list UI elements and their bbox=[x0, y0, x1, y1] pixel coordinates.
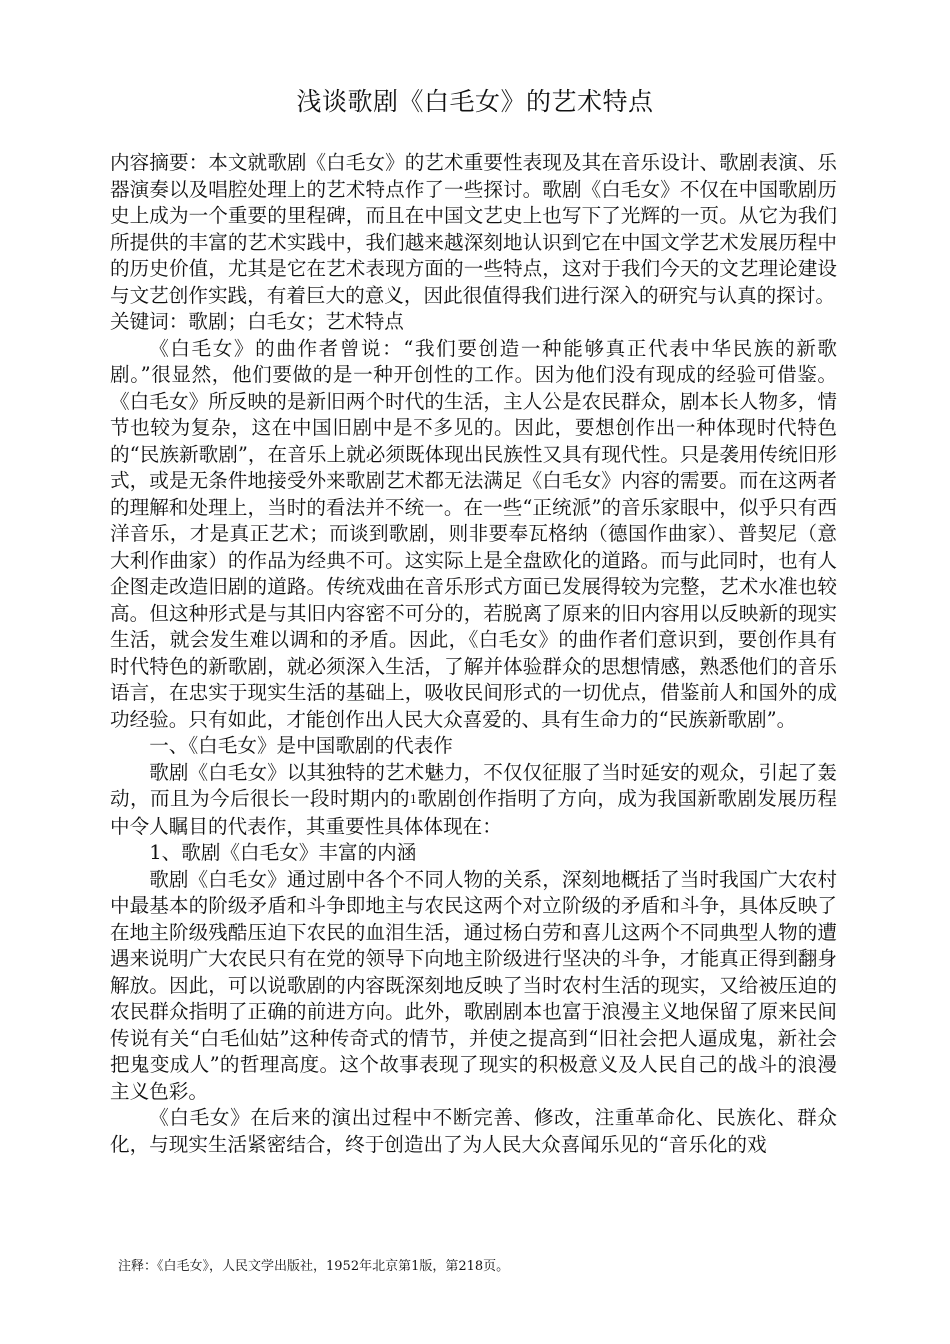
body-paragraph-3: 歌剧《白毛女》通过剧中各个不同人物的关系，深刻地概括了当时我国广大农村中最基本的阶级矛盾和斗争即地主与农民这两个对立阶级的矛盾和斗争，具体反映了在地主阶级残酷压迫下农民的血泪生活，通过杨白劳和喜儿这两个不同典型人物的遭遇来说明广大农民只有在党的领导下向地主阶级进行坚决的斗争，才能真正得到翻身解放。因此，可以说歌剧的内容既深刻地反映了当时农村生活的现实，又给被压迫的农民群众指明了正确的前进方向。此外，歌剧剧本也富于浪漫主义地保留了原来民间传说有关“白毛仙姑”这种传奇式的情节，并使之提高到“旧社会把人逼成鬼，新社会把鬼变成人”的哲理高度。这个故事表现了现实的积极意义及人民自己的战斗的浪漫主义色彩。 bbox=[110, 867, 837, 1103]
abstract-paragraph: 内容摘要：本文就歌剧《白毛女》的艺术重要性表现及其在音乐设计、歌剧表演、乐器演奏以及唱腔处理上的艺术特点作了一些探讨。歌剧《白毛女》不仅在中国歌剧历史上成为一个重要的里程碑，而且在中国文艺史上也写下了光辉的一页。从它为我们所提供的丰富的艺术实践中，我们越来越深刻地认识到它在中国文学艺术发展历程中的历史价值，尤其是它在艺术表现方面的一些特点，这对于我们今天的文艺理论建设与文艺创作实践，有着巨大的意义，因此很值得我们进行深入的研究与认真的探讨。 bbox=[110, 151, 837, 307]
body-paragraph-2 bbox=[110, 760, 837, 841]
footnote-marker: 1 bbox=[410, 793, 417, 806]
footnote: 注释：《白毛女》，人民文学出版社，1952年北京第1版，第218页。 bbox=[118, 1259, 510, 1274]
subsection-heading-1: 1、歌剧《白毛女》丰富的内涵 bbox=[149, 841, 417, 864]
body-paragraph-4: 《白毛女》在后来的演出过程中不断完善、修改，注重革命化、民族化、群众化，与现实生活紧密结合，终于创造出了为人民大众喜闻乐见的“音乐化的戏 bbox=[110, 1106, 837, 1156]
document-body bbox=[110, 150, 837, 1158]
body-paragraph-2-part-b: 歌剧创作指明了方向，成为我国新歌剧发展历程中令人瞩目的代表作，其重要性具体体现在： bbox=[110, 787, 837, 838]
page-title: 浅谈歌剧《白毛女》的艺术特点 bbox=[296, 87, 654, 116]
body-paragraph-2-part-a: 歌剧《白毛女》以其独特的艺术魅力，不仅仅征服了当时延安的观众，引起了轰动，而且为今后很长一段时期内的 bbox=[110, 760, 837, 810]
keywords-line: 关键词：歌剧；白毛女；艺术特点 bbox=[110, 310, 404, 333]
section-heading-1: 一、《白毛女》是中国歌剧的代表作 bbox=[149, 734, 453, 757]
body-paragraph-1: 《白毛女》的曲作者曾说：“我们要创造一种能够真正代表中华民族的新歌剧。”很显然，他们要做的是一种开创性的工作。因为他们没有现成的经验可借鉴。《白毛女》所反映的是新旧两个时代的生活，主人公是农民群众，剧本长人物多，情节也较为复杂，这在中国旧剧中是不多见的。因此，要想创作出一种体现时代特色的“民族新歌剧”，在音乐上就必须既体现出民族性又具有现代性。只是袭用传统旧形式，或是无条件地接受外来歌剧艺术都无法满足《白毛女》内容的需要。而在这两者的理解和处理上，当时的看法并不统一。在一些“正统派”的音乐家眼中，似乎只有西洋音乐，才是真正艺术；而谈到歌剧，则非要奉瓦格纳（德国作曲家）、普契尼（意大利作曲家）的作品为经典不可。这实际上是全盘欧化的道路。而与此同时，也有人企图走改造旧剧的道路。传统戏曲在音乐形式方面已发展得较为完整，艺术水准也较高。但这种形式是与其旧内容密不可分的，若脱离了原来的旧内容用以反映新的现实生活，就会发生难以调和的矛盾。因此，《白毛女》的曲作者们意识到，要创作具有时代特色的新歌剧，就必须深入生活，了解并体验群众的思想情感，熟悉他们的音乐语言，在忠实于现实生活的基础上，吸收民间形式的一切优点，借鉴前人和国外的成功经验。只有如此，才能创作出人民大众喜爱的、具有生命力的“民族新歌剧”。 bbox=[110, 336, 837, 731]
